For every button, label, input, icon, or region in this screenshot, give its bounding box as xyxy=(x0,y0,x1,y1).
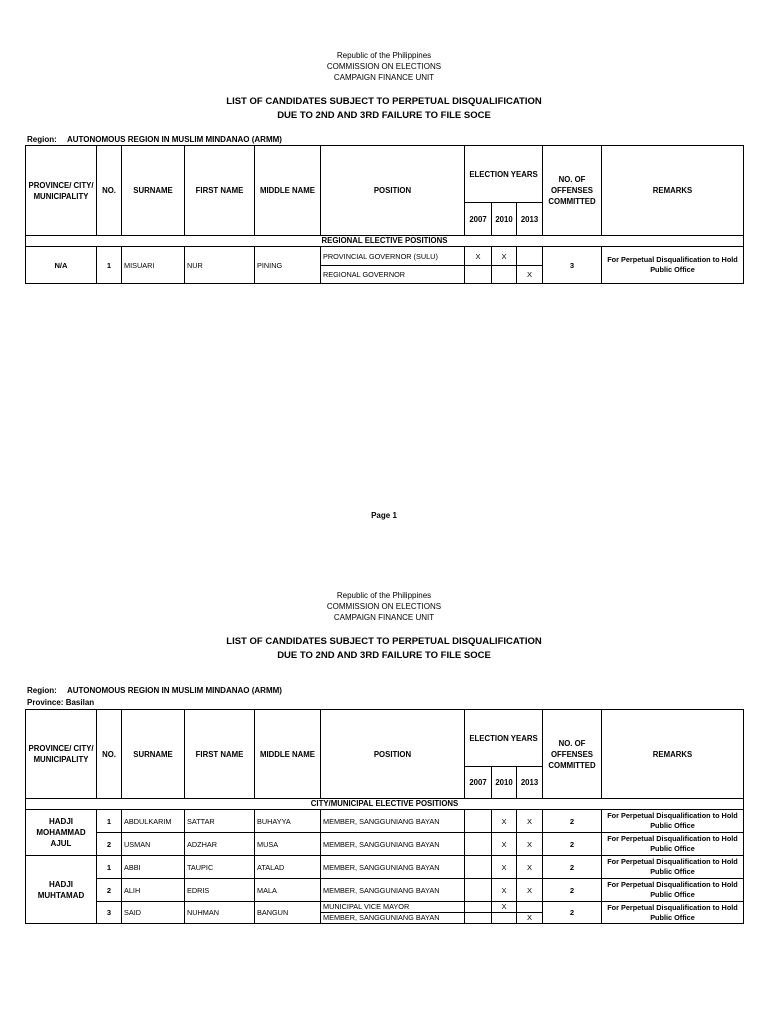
cell-middle-name: BANGUN xyxy=(255,902,321,924)
col-province: PROVINCE/ CITY/ MUNICIPALITY xyxy=(26,710,97,799)
cell-no: 2 xyxy=(97,879,122,902)
table-row xyxy=(26,810,744,833)
header-line: Republic of the Philippines xyxy=(336,51,432,60)
col-position: POSITION xyxy=(321,710,465,799)
col-remarks: REMARKS xyxy=(602,710,744,799)
header-line: Republic of the Philippines xyxy=(336,591,432,600)
cell-2010: X xyxy=(492,247,517,266)
col-2013: 2013 xyxy=(517,767,543,799)
cell-2013: X xyxy=(517,833,543,856)
candidates-table-page-1 xyxy=(25,145,744,284)
cell-offenses: 2 xyxy=(543,833,602,856)
cell-2010 xyxy=(492,266,517,284)
cell-first-name: NUHMAN xyxy=(185,902,255,924)
cell-2010 xyxy=(492,913,517,924)
cell-middle-name: ATALAD xyxy=(255,856,321,879)
col-first-name: FIRST NAME xyxy=(185,710,255,799)
table-row xyxy=(26,879,744,902)
page-header xyxy=(0,50,768,83)
table-row xyxy=(26,247,744,266)
cell-surname: ABBI xyxy=(122,856,185,879)
cell-2010: X xyxy=(492,833,517,856)
cell-surname: ABDULKARIM xyxy=(122,810,185,833)
cell-2013: X xyxy=(517,879,543,902)
cell-remarks: For Perpetual Disqualification to Hold Public Office xyxy=(602,833,744,856)
table-row xyxy=(26,833,744,856)
col-2010: 2010 xyxy=(492,767,517,799)
cell-surname: ALIH xyxy=(122,879,185,902)
cell-2007 xyxy=(465,879,492,902)
col-2007: 2007 xyxy=(465,203,492,236)
col-middle-name: MIDDLE NAME xyxy=(255,710,321,799)
cell-surname: USMAN xyxy=(122,833,185,856)
cell-2007 xyxy=(465,810,492,833)
cell-2013 xyxy=(517,902,543,913)
cell-surname: SAID xyxy=(122,902,185,924)
cell-middle-name: MUSA xyxy=(255,833,321,856)
cell-remarks: For Perpetual Disqualification to Hold Public Office xyxy=(602,902,744,924)
col-election-years: ELECTION YEARS xyxy=(465,146,543,203)
cell-province: N/A xyxy=(26,247,97,284)
col-2010: 2010 xyxy=(492,203,517,236)
cell-2010: X xyxy=(492,879,517,902)
cell-2013: X xyxy=(517,856,543,879)
col-2013: 2013 xyxy=(517,203,543,236)
cell-middle-name: MALA xyxy=(255,879,321,902)
cell-remarks: For Perpetual Disqualification to Hold Public Office xyxy=(602,247,744,284)
cell-first-name: EDRIS xyxy=(185,879,255,902)
cell-2013: X xyxy=(517,266,543,284)
cell-position: REGIONAL GOVERNOR xyxy=(321,266,465,284)
cell-remarks: For Perpetual Disqualification to Hold Public Office xyxy=(602,879,744,902)
table-row xyxy=(26,856,744,879)
cell-2007 xyxy=(465,902,492,913)
cell-offenses: 2 xyxy=(543,879,602,902)
section-heading: CITY/MUNICIPAL ELECTIVE POSITIONS xyxy=(26,799,744,810)
cell-offenses: 2 xyxy=(543,810,602,833)
header-line: CAMPAIGN FINANCE UNIT xyxy=(333,73,435,82)
cell-offenses: 3 xyxy=(543,247,602,284)
col-election-years: ELECTION YEARS xyxy=(465,710,543,767)
col-province: PROVINCE/ CITY/ MUNICIPALITY xyxy=(26,146,97,236)
cell-2007 xyxy=(465,266,492,284)
col-surname: SURNAME xyxy=(122,710,185,799)
cell-first-name: TAUPIC xyxy=(185,856,255,879)
col-first-name: FIRST NAME xyxy=(185,146,255,236)
cell-no: 1 xyxy=(97,247,122,284)
candidates-table-page-2 xyxy=(25,709,744,924)
cell-2007: X xyxy=(465,247,492,266)
table-row xyxy=(26,902,744,913)
cell-2010: X xyxy=(492,810,517,833)
cell-no: 3 xyxy=(97,902,122,924)
page-header xyxy=(0,590,768,623)
cell-middle-name: PINING xyxy=(255,247,321,284)
cell-2013: X xyxy=(517,810,543,833)
cell-position: MEMBER, SANGGUNIANG BAYAN xyxy=(321,913,465,924)
page-number: Page 1 xyxy=(371,511,397,520)
col-offenses: NO. OF OFFENSES COMMITTED xyxy=(543,710,602,799)
cell-no: 1 xyxy=(97,856,122,879)
col-no: NO. xyxy=(97,146,122,236)
cell-position: MEMBER, SANGGUNIANG BAYAN xyxy=(321,833,465,856)
cell-municipality: HADJI MOHAMMAD AJUL xyxy=(26,810,97,856)
cell-offenses: 2 xyxy=(543,856,602,879)
cell-2007 xyxy=(465,833,492,856)
region-line: Region: AUTONOMOUS REGION IN MUSLIM MINDANAO (ARMM) xyxy=(27,135,282,144)
cell-first-name: SATTAR xyxy=(185,810,255,833)
header-line: COMMISSION ON ELECTIONS xyxy=(326,62,442,71)
cell-2007 xyxy=(465,913,492,924)
cell-remarks: For Perpetual Disqualification to Hold Public Office xyxy=(602,856,744,879)
col-middle-name: MIDDLE NAME xyxy=(255,146,321,236)
col-position: POSITION xyxy=(321,146,465,236)
col-2007: 2007 xyxy=(465,767,492,799)
cell-offenses: 2 xyxy=(543,902,602,924)
cell-position: PROVINCIAL GOVERNOR (SULU) xyxy=(321,247,465,266)
cell-municipality: HADJI MUHTAMAD xyxy=(26,856,97,924)
cell-position: MUNICIPAL VICE MAYOR xyxy=(321,902,465,913)
cell-first-name: NUR xyxy=(185,247,255,284)
cell-first-name: ADZHAR xyxy=(185,833,255,856)
cell-no: 2 xyxy=(97,833,122,856)
col-offenses: NO. OF OFFENSES COMMITTED xyxy=(543,146,602,236)
section-heading: REGIONAL ELECTIVE POSITIONS xyxy=(26,236,744,247)
cell-position: MEMBER, SANGGUNIANG BAYAN xyxy=(321,879,465,902)
document-title: LIST OF CANDIDATES SUBJECT TO PERPETUAL DISQUALIFICATION DUE TO 2ND AND 3RD FAILURE TO FILE SOCE xyxy=(226,96,542,121)
cell-2010: X xyxy=(492,902,517,913)
cell-middle-name: BUHAYYA xyxy=(255,810,321,833)
cell-remarks: For Perpetual Disqualification to Hold Public Office xyxy=(602,810,744,833)
col-no: NO. xyxy=(97,710,122,799)
cell-2007 xyxy=(465,856,492,879)
col-surname: SURNAME xyxy=(122,146,185,236)
document-title: LIST OF CANDIDATES SUBJECT TO PERPETUAL DISQUALIFICATION DUE TO 2ND AND 3RD FAILURE TO FILE SOCE xyxy=(226,636,542,661)
cell-2010: X xyxy=(492,856,517,879)
header-line: CAMPAIGN FINANCE UNIT xyxy=(333,613,435,622)
cell-position: MEMBER, SANGGUNIANG BAYAN xyxy=(321,810,465,833)
cell-position: MEMBER, SANGGUNIANG BAYAN xyxy=(321,856,465,879)
region-line: Region: AUTONOMOUS REGION IN MUSLIM MINDANAO (ARMM) xyxy=(27,686,282,695)
cell-2013 xyxy=(517,247,543,266)
province-line: Province: Basilan xyxy=(27,698,95,707)
col-remarks: REMARKS xyxy=(602,146,744,236)
cell-no: 1 xyxy=(97,810,122,833)
cell-2013: X xyxy=(517,913,543,924)
header-line: COMMISSION ON ELECTIONS xyxy=(326,602,442,611)
cell-surname: MISUARI xyxy=(122,247,185,284)
